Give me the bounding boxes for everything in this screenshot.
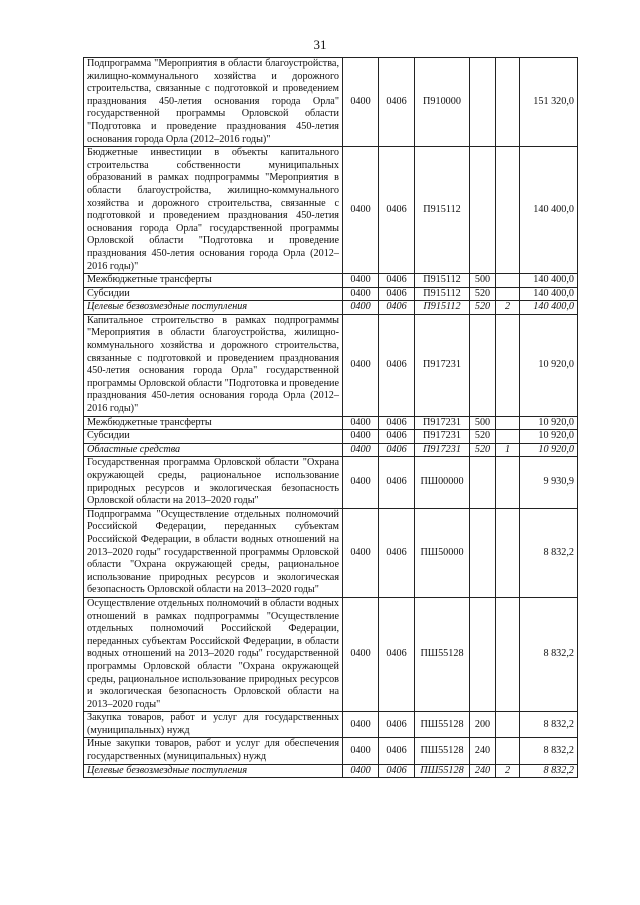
expense-type-cell: 520: [470, 430, 496, 444]
subsection-code-cell: 0406: [379, 764, 415, 778]
row-name-cell: Субсидии: [84, 287, 343, 301]
amount-cell: 140 400,0: [520, 287, 578, 301]
table-row: [84, 58, 578, 147]
section-code-cell: 0400: [343, 314, 379, 416]
amount-cell: 8 832,2: [520, 738, 578, 764]
amount-cell: 151 320,0: [520, 58, 578, 147]
row-name-cell: Областные средства: [84, 443, 343, 457]
expense-type-cell: 240: [470, 764, 496, 778]
target-article-cell: ПШ55128: [415, 597, 470, 711]
target-article-cell: П915112: [415, 147, 470, 274]
section-code-cell: 0400: [343, 738, 379, 764]
expense-type-cell: 520: [470, 287, 496, 301]
target-article-cell: ПШ00000: [415, 457, 470, 508]
table-row: [84, 443, 578, 457]
source-code-cell: [496, 287, 520, 301]
row-name-cell: Закупка товаров, работ и услуг для государственных (муниципальных) нужд: [84, 712, 343, 738]
section-code-cell: 0400: [343, 597, 379, 711]
row-name-cell: Государственная программа Орловской области "Охрана окружающей среды, рациональное использование природных ресурсов и экологическая безопасность Орловской области на 2013–2020 годы": [84, 457, 343, 508]
target-article-cell: П910000: [415, 58, 470, 147]
amount-cell: 10 920,0: [520, 314, 578, 416]
amount-cell: 8 832,2: [520, 508, 578, 597]
target-article-cell: П915112: [415, 274, 470, 288]
expense-type-cell: 520: [470, 443, 496, 457]
source-code-cell: [496, 416, 520, 430]
amount-cell: 140 400,0: [520, 274, 578, 288]
target-article-cell: ПШ55128: [415, 738, 470, 764]
expense-type-cell: 200: [470, 712, 496, 738]
expense-type-cell: [470, 597, 496, 711]
row-name-cell: Бюджетные инвестиции в объекты капитального строительства собственности муниципальных образований в рамках подпрограммы "Мероприятия в области благоустройства, жилищно-коммунального хозяйства и дорожного строительства, связанные с подготовкой и проведением празднования 450-летия основания города Орла" государственной программы Орловской области "Подготовка и проведение празднования 450-летия основания города Орла (2012–2016 годы)": [84, 147, 343, 274]
subsection-code-cell: 0406: [379, 314, 415, 416]
subsection-code-cell: 0406: [379, 274, 415, 288]
subsection-code-cell: 0406: [379, 457, 415, 508]
section-code-cell: 0400: [343, 430, 379, 444]
row-name-cell: Целевые безвозмездные поступления: [84, 764, 343, 778]
subsection-code-cell: 0406: [379, 301, 415, 315]
expense-type-cell: 500: [470, 416, 496, 430]
expense-type-cell: [470, 58, 496, 147]
amount-cell: 10 920,0: [520, 416, 578, 430]
table-row: [84, 764, 578, 778]
subsection-code-cell: 0406: [379, 443, 415, 457]
target-article-cell: ПШ55128: [415, 764, 470, 778]
row-name-cell: Капитальное строительство в рамках подпрограммы "Мероприятия в области благоустройства, жилищно-коммунального хозяйства и дорожного строительства, связанные с подготовкой и проведением празднования 450-летия основания города Орла" государственной программы Орловской области "Подготовка и проведение празднования 450-летия основания города Орла (2012–2016 годы)": [84, 314, 343, 416]
target-article-cell: П915112: [415, 301, 470, 315]
target-article-cell: П917231: [415, 314, 470, 416]
subsection-code-cell: 0406: [379, 597, 415, 711]
subsection-code-cell: 0406: [379, 430, 415, 444]
amount-cell: 10 920,0: [520, 430, 578, 444]
amount-cell: 9 930,9: [520, 457, 578, 508]
source-code-cell: [496, 430, 520, 444]
table-row: [84, 147, 578, 274]
source-code-cell: [496, 314, 520, 416]
subsection-code-cell: 0406: [379, 712, 415, 738]
table-row: [84, 457, 578, 508]
subsection-code-cell: 0406: [379, 738, 415, 764]
section-code-cell: 0400: [343, 712, 379, 738]
section-code-cell: 0400: [343, 457, 379, 508]
source-code-cell: [496, 712, 520, 738]
section-code-cell: 0400: [343, 287, 379, 301]
source-code-cell: 2: [496, 301, 520, 315]
section-code-cell: 0400: [343, 274, 379, 288]
source-code-cell: [496, 597, 520, 711]
expense-type-cell: 520: [470, 301, 496, 315]
table-row: [84, 430, 578, 444]
source-code-cell: [496, 457, 520, 508]
table-row: [84, 508, 578, 597]
table-body: [84, 58, 578, 778]
source-code-cell: [496, 147, 520, 274]
table-row: [84, 597, 578, 711]
source-code-cell: [496, 738, 520, 764]
amount-cell: 140 400,0: [520, 147, 578, 274]
source-code-cell: [496, 274, 520, 288]
expense-type-cell: [470, 457, 496, 508]
target-article-cell: П917231: [415, 443, 470, 457]
table-row: [84, 287, 578, 301]
amount-cell: 10 920,0: [520, 443, 578, 457]
source-code-cell: [496, 58, 520, 147]
table-row: [84, 416, 578, 430]
target-article-cell: ПШ55128: [415, 712, 470, 738]
amount-cell: 8 832,2: [520, 712, 578, 738]
expense-type-cell: [470, 147, 496, 274]
budget-table: [83, 57, 578, 778]
subsection-code-cell: 0406: [379, 416, 415, 430]
table-row: [84, 301, 578, 315]
source-code-cell: 1: [496, 443, 520, 457]
page-number: 31: [313, 37, 327, 52]
expense-type-cell: 240: [470, 738, 496, 764]
section-code-cell: 0400: [343, 764, 379, 778]
source-code-cell: 2: [496, 764, 520, 778]
row-name-cell: Осуществление отдельных полномочий в области водных отношений в рамках подпрограммы "Осуществление отдельных полномочий Российской Федерации, переданных субъектам Российской Федерации, в области водных отношений на 2013–2020 годы" государственной программы Орловской области "Охрана окружающей среды, рациональное использование природных ресурсов и экологическая безопасность Орловской области на 2013–2020 годы": [84, 597, 343, 711]
row-name-cell: Подпрограмма "Мероприятия в области благоустройства, жилищно-коммунального хозяйства и дорожного строительства, связанные с подготовкой и проведением празднования 450-летия основания города Орла" государственной программы Орловской области "Подготовка и проведение празднования 450-летия основания города Орла (2012–2016 годы)": [84, 58, 343, 147]
target-article-cell: П917231: [415, 416, 470, 430]
subsection-code-cell: 0406: [379, 58, 415, 147]
source-code-cell: [496, 508, 520, 597]
target-article-cell: П917231: [415, 430, 470, 444]
row-name-cell: Целевые безвозмездные поступления: [84, 301, 343, 315]
row-name-cell: Иные закупки товаров, работ и услуг для обеспечения государственных (муниципальных) нужд: [84, 738, 343, 764]
subsection-code-cell: 0406: [379, 287, 415, 301]
target-article-cell: ПШ50000: [415, 508, 470, 597]
expense-type-cell: [470, 314, 496, 416]
section-code-cell: 0400: [343, 147, 379, 274]
subsection-code-cell: 0406: [379, 508, 415, 597]
expense-type-cell: [470, 508, 496, 597]
table-row: [84, 314, 578, 416]
section-code-cell: 0400: [343, 301, 379, 315]
section-code-cell: 0400: [343, 58, 379, 147]
row-name-cell: Субсидии: [84, 430, 343, 444]
table-row: [84, 274, 578, 288]
row-name-cell: Межбюджетные трансферты: [84, 274, 343, 288]
section-code-cell: 0400: [343, 416, 379, 430]
table-row: [84, 712, 578, 738]
section-code-cell: 0400: [343, 508, 379, 597]
subsection-code-cell: 0406: [379, 147, 415, 274]
amount-cell: 140 400,0: [520, 301, 578, 315]
expense-type-cell: 500: [470, 274, 496, 288]
table-row: [84, 738, 578, 764]
amount-cell: 8 832,2: [520, 764, 578, 778]
section-code-cell: 0400: [343, 443, 379, 457]
row-name-cell: Межбюджетные трансферты: [84, 416, 343, 430]
amount-cell: 8 832,2: [520, 597, 578, 711]
target-article-cell: П915112: [415, 287, 470, 301]
row-name-cell: Подпрограмма "Осуществление отдельных полномочий Российской Федерации, переданных субъектам Российской Федерации, в области водных отношений на 2013–2020 годы" государственной программы Орловской области "Охрана окружающей среды, рациональное использование природных ресурсов и экологическая безопасность Орловской области на 2013–2020 годы": [84, 508, 343, 597]
